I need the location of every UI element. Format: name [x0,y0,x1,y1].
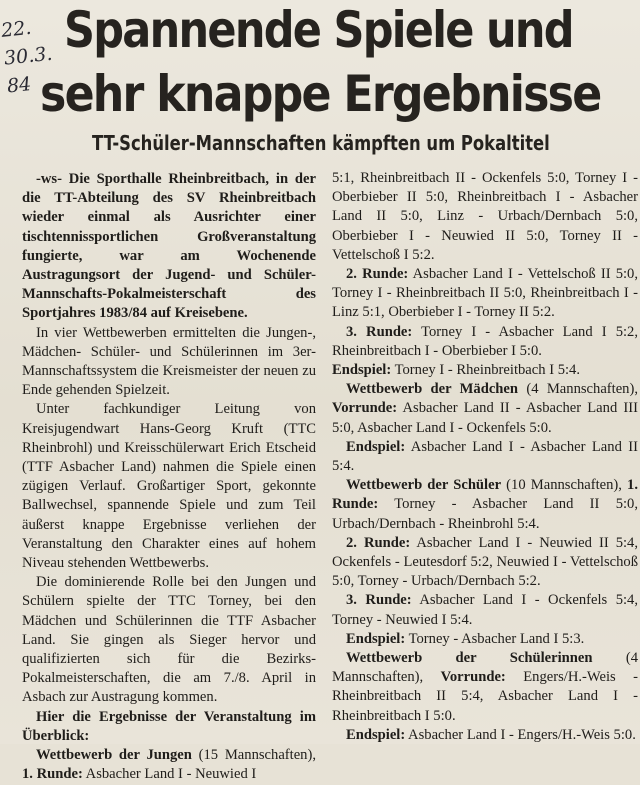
results-paragraph [332,591,638,629]
round-results: Torney I - Asbacher Land I 5:2, Rheinbreitbach I - Oberbieber I 5:0. [332,323,638,359]
lead-paragraph: -ws- Die Sporthalle Rheinbreitbach, in der die TT-Abteilung des SV Rheinbreitbach wieder einmal als Ausrichter einer tischtennissportlichen Großveranstaltung fungierte, war am Wochenende Austragungsort der Jugend- und Schüler-Mannschafts-Pokalmeisterschaft des Sportjahres 1983/84 auf Kreisebene. [22,171,316,322]
results-paragraph [332,534,638,592]
body-paragraph: In vier Wettbewerben ermittelten die Jungen-, Mädchen- Schüler- und Schülerinnen im 3er-Mannschaftssystem die Kreismeister der neuen zu Ende gehenden Spielzeit. [22,324,316,399]
round-results: Asbacher Land I - Asbacher Land II 5:4. [332,438,638,475]
results-paragraph [22,746,316,784]
round-results: Torney - Asbacher Land I 5:3. [405,630,585,647]
round-label: Endspiel: [346,726,406,743]
round-label: Endspiel: [332,362,392,379]
competition-count: (4 Mannschaften), [332,650,638,686]
results-paragraph: 5:1, Rheinbreitbach II - Ockenfels 5:0, Torney I - Oberbieber II 5:0, Rheinbreitbach I - Asbacher Land II 5:0, Linz - Urbach/Dernbach 5:0, Oberbieber I - Neuwied II 5:0, Torney II - Vettelschoß I 5:2. [332,170,638,263]
results-paragraph [332,361,638,380]
round-results: Torney I - Rheinbreitbach I 5:4. [391,362,580,379]
competition-heading: Wettbewerb der Jungen [36,747,192,764]
round-label: 3. Runde: [346,323,413,340]
results-paragraph [332,476,638,534]
round-results: Engers/H.-Weis - Rheinbreitbach II 5:4, Asbacher Land I - Rheinbreitbach I 5:0. [332,669,638,724]
article-column-right [332,169,638,745]
results-intro [22,708,316,746]
body-paragraph: Unter fachkundiger Leitung von Kreisjugendwart Hans-Georg Kruft (TTC Rheinbrohl) und Kreisschülerwart Erich Etscheid (TTF Asbacher Land) nahmen die Spiele einen zügigen Verlauf. Großartiger Sport, gekonnte Ballwechsel, spannende Spiele und zum Teil äußerst knappe Ergebnisse verliehen der Veranstaltung den Charakter eines auf hohem Niveau stehenden Wettbewerbs. [22,401,316,572]
round-results: Asbacher Land I - Neuwied II 5:4, Ockenfels - Leutesdorf 5:2, Neuwied I - Vettelschoß 5:0, Torney - Urbach/Dernbach 5:2. [332,534,638,590]
body-paragraph: Die dominierende Rolle bei den Jungen und Schülern spielte der TTC Torney, bei den Mädchen und Schülerinnen die TTF Asbacher Land. Sie gingen als Sieger hervor und qualifizierten sich für die Bezirks-Pokalmeisterschaften, die am 7./8. April in Asbach zur Austragung kommen. [22,574,316,706]
round-results: Asbacher Land I - Engers/H.-Weis 5:0. [405,726,636,743]
round-label: 3. Runde: [346,592,412,609]
results-paragraph [332,630,638,649]
results-paragraph [332,726,638,745]
round-label: 2. Runde: [346,534,411,551]
article-column-left [22,170,316,785]
handwritten-line: 30.3. [2,42,54,70]
round-results: Asbacher Land I - Neuwied I [82,766,257,783]
results-intro-text: Hier die Ergebnisse der Veranstaltung im Überblick: [22,708,316,744]
competition-heading: Wettbewerb der Mädchen [346,381,519,398]
round-results: Asbacher Land II - Asbacher Land III 5:0, Asbacher Land I - Ockenfels 5:0. [332,400,638,436]
round-results: Torney - Asbacher Land II 5:0, Urbach/Dernbach - Rheinbrohl 5:4. [332,496,638,532]
competition-count: (10 Mannschaften), [501,477,628,494]
round-label: Endspiel: [346,630,406,647]
results-paragraph [332,265,638,323]
results-paragraph [332,323,638,361]
results-paragraph [332,649,638,726]
round-results: Asbacher Land I - Vettelschoß II 5:0, Torney I - Rheinbreitbach II 5:0, Rheinbreitbach I - Linz 5:1, Oberbieber I - Torney II 5:2. [332,266,638,321]
round-results: Asbacher Land I - Ockenfels 5:4, Torney - Neuwied I 5:4. [332,592,638,628]
headline-line-1: Spannende Spiele und [64,1,573,59]
round-label: Endspiel: [346,438,406,455]
results-paragraph [332,438,638,476]
results-paragraph [332,380,638,438]
round-label: 1. Runde: [22,766,83,783]
subheadline: TT-Schüler-Mannschaften kämpften um Pokaltitel [92,131,550,155]
competition-count: (4 Mannschaften), [518,381,638,398]
competition-heading: Wettbewerb der Schüler [346,477,502,494]
round-label: Vorrunde: [440,669,506,686]
round-label: 1. Runde: [332,477,638,513]
handwritten-line: 84 [5,73,33,98]
round-label: Vorrunde: [332,400,398,417]
round-label: 2. Runde: [346,266,409,283]
competition-heading: Wettbewerb der Schülerinnen [346,650,593,667]
handwritten-line: 22. [0,16,33,42]
competition-count: (15 Mannschaften), [191,747,316,764]
headline-line-2: sehr knappe Ergebnisse [40,65,601,123]
